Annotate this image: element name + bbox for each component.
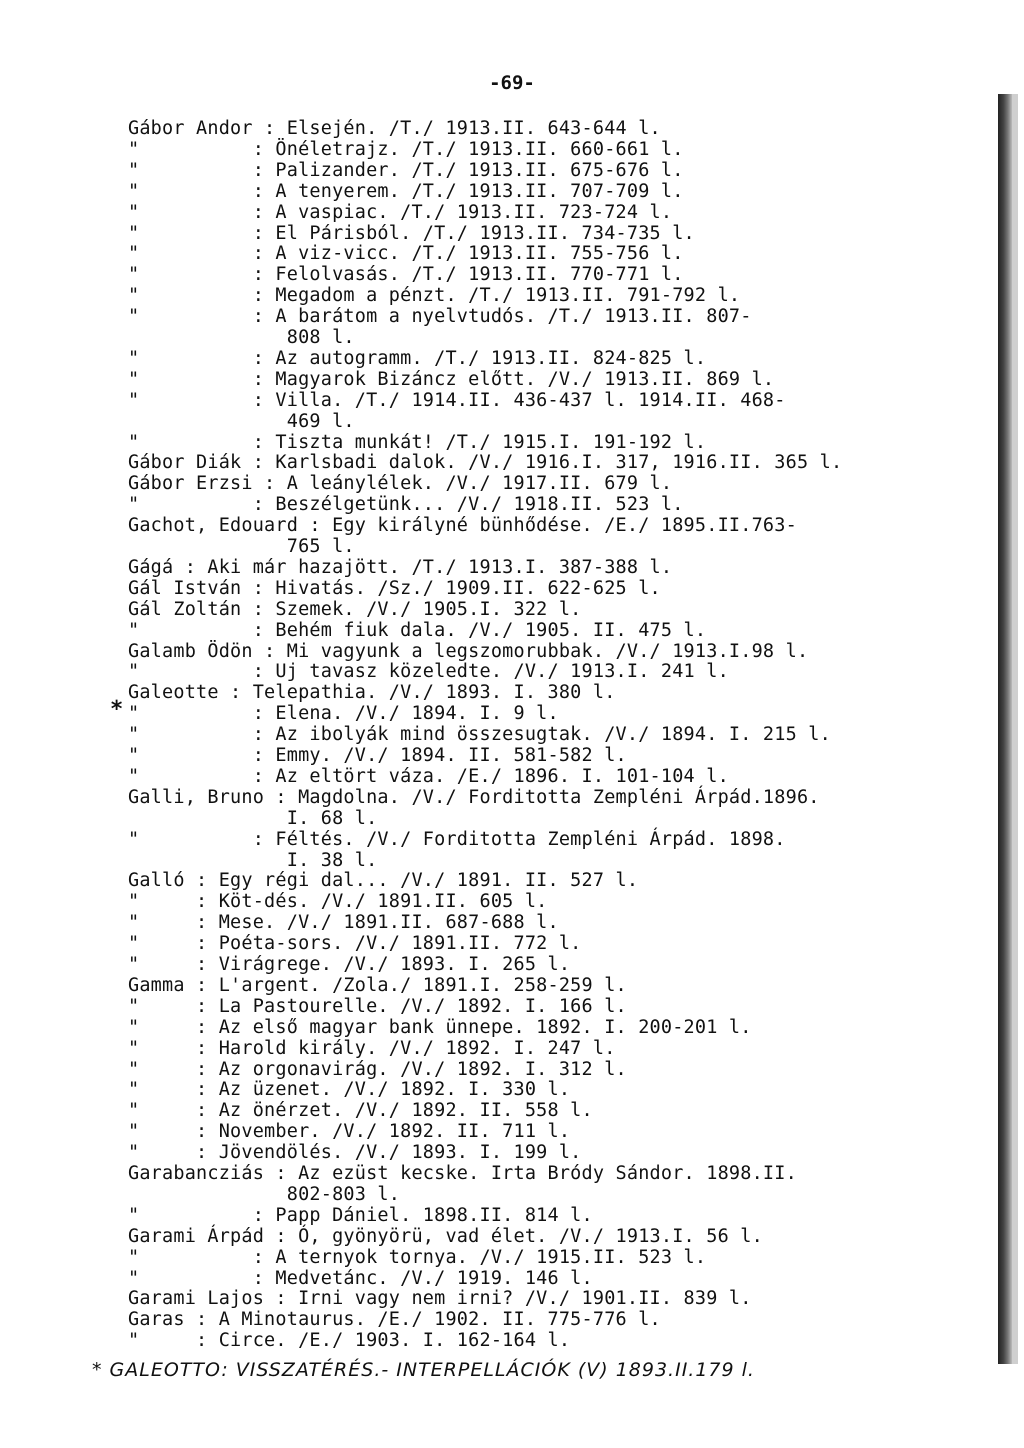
entry-text: " : Az ibolyák mind összesugtak. /V./ 1894. I. 215 l. <box>128 724 831 746</box>
entry-line <box>128 599 582 621</box>
entry-line <box>128 1288 752 1310</box>
entry-line <box>128 1038 616 1060</box>
entry-text: Gábor Erzsi : A leánylélek. /V./ 1917.II. 679 l. <box>128 473 673 495</box>
entry-line <box>128 181 684 203</box>
entry-text: " : Az eltört váza. /E./ 1896. I. 101-104 l. <box>128 765 729 787</box>
entry-text: " : A viz-vicc. /T./ 1913.II. 755-756 l. <box>128 243 684 265</box>
entry-text: Gágá : Aki már hazajött. /T./ 1913.I. 387-388 l. <box>128 556 673 578</box>
entry-line <box>128 1330 570 1352</box>
entry-line <box>128 1309 661 1331</box>
entry-text: 765 l. <box>128 536 355 557</box>
entry-text: " : Féltés. /V./ Forditotta Zempléni Árpád. 1898. <box>128 828 786 850</box>
entry-line <box>128 139 684 161</box>
entry-text: " : Behém fiuk dala. /V./ 1905. II. 475 l. <box>128 619 707 641</box>
entry-text: " : Magyarok Bizáncz előtt. /V./ 1913.II. 869 l. <box>128 368 775 390</box>
entry-line <box>128 1059 627 1081</box>
entry-text: " : La Pastourelle. /V./ 1892. I. 166 l. <box>128 995 627 1017</box>
entry-line <box>128 118 661 140</box>
entry-text: " : Az önérzet. /V./ 1892. II. 558 l. <box>128 1100 593 1122</box>
entry-text: Garabancziás : Az ezüst kecske. Irta Bródy Sándor. 1898.II. <box>128 1163 797 1184</box>
entry-line <box>128 766 729 788</box>
entry-line <box>128 1079 570 1101</box>
entry-text: " : Jövendölés. /V./ 1893. I. 199 l. <box>128 1142 582 1164</box>
entry-text: Garas : A Minotaurus. /E./ 1902. II. 775-776 l. <box>128 1309 661 1331</box>
entry-text: Gál Zoltán : Szemek. /V./ 1905.I. 322 l. <box>128 598 582 620</box>
entry-text: " : Papp Dániel. 1898.II. 814 l. <box>128 1204 593 1226</box>
entry-line <box>128 1142 582 1164</box>
entry-line <box>128 1226 763 1248</box>
entry-line <box>128 745 627 767</box>
entry-text: " : A vaspiac. /T./ 1913.II. 723-724 l. <box>128 201 673 223</box>
entry-line <box>128 829 786 851</box>
entry-text: " : Beszélgetünk... /V./ 1918.II. 523 l. <box>128 494 684 516</box>
entry-text: " : Medvetánc. /V./ 1919. 146 l. <box>128 1267 593 1289</box>
entry-line <box>128 661 729 683</box>
entry-line <box>128 515 797 537</box>
entry-line <box>128 452 842 474</box>
entry-line <box>128 223 695 245</box>
entry-line <box>128 1247 706 1269</box>
entry-text: 469 l. <box>128 410 355 432</box>
entry-line <box>128 975 627 997</box>
entry-line <box>128 933 582 955</box>
entry-line <box>128 850 377 872</box>
entry-text: " : Poéta-sors. /V./ 1891.II. 772 l. <box>128 933 582 955</box>
entry-line <box>128 1121 570 1143</box>
entry-text: 802-803 l. <box>128 1183 401 1205</box>
entry-text: " : Köt-dés. /V./ 1891.II. 605 l. <box>128 891 548 913</box>
asterisk-mark: * <box>110 697 124 722</box>
entry-text: " : Villa. /T./ 1914.II. 436-437 l. 1914.II. 468- <box>128 389 786 411</box>
entry-text: I. 68 l. <box>128 807 378 829</box>
entry-line <box>128 870 638 892</box>
entry-line <box>128 327 355 349</box>
entry-text: " : Mese. /V./ 1891.II. 687-688 l. <box>128 912 559 934</box>
entry-text: " : Az első magyar bank ünnepe. 1892. I. 200-201 l. <box>128 1016 752 1038</box>
entry-line <box>128 473 672 495</box>
entry-line <box>128 808 377 830</box>
entry-text: Galeotte : Telepathia. /V./ 1893. I. 380 l. <box>128 682 616 704</box>
scan-edge-shadow <box>998 94 1012 1364</box>
entry-text: " : A ternyok tornya. /V./ 1915.II. 523 l. <box>128 1246 707 1268</box>
entry-text: " : Az üzenet. /V./ 1892. I. 330 l. <box>128 1079 571 1101</box>
entry-line <box>128 264 684 286</box>
entry-text: " : Circe. /E./ 1903. I. 162-164 l. <box>128 1330 571 1352</box>
entry-text: Gábor Andor : Elsején. /T./ 1913.II. 643-644 l. <box>128 118 661 139</box>
entry-text: Gachot, Edouard : Egy királyné bünhődése. /E./ 1895.II.763- <box>128 515 797 537</box>
entry-line <box>128 996 627 1018</box>
entry-line <box>128 1268 593 1290</box>
handwritten-note: * GALEOTTO: VISSZATÉRÉS.- INTERPELLÁCIÓK (V) 1893.II.179 l. <box>92 1359 755 1381</box>
entry-text: " : Palizander. /T./ 1913.II. 675-676 l. <box>128 159 684 181</box>
entry-text: " : A barátom a nyelvtudós. /T./ 1913.II. 807- <box>128 306 752 328</box>
entry-text: Gamma : L'argent. /Zola./ 1891.I. 258-259 l. <box>128 974 627 996</box>
entry-line <box>128 306 752 328</box>
entry-line <box>128 787 820 809</box>
entry-text: " : Az orgonavirág. /V./ 1892. I. 312 l. <box>128 1058 627 1080</box>
entry-line <box>128 1163 797 1185</box>
entry-line <box>128 390 786 412</box>
entry-line <box>128 1205 593 1227</box>
entry-line <box>128 703 559 725</box>
entry-text: " : A tenyerem. /T./ 1913.II. 707-709 l. <box>128 180 684 202</box>
entry-line <box>128 536 355 558</box>
entry-text: Garami Árpád : Ó, gyönyörü, vad élet. /V./ 1913.I. 56 l. <box>128 1225 763 1247</box>
entry-text: " : November. /V./ 1892. II. 711 l. <box>128 1121 571 1143</box>
entry-line <box>128 682 616 704</box>
entry-text: " : Harold király. /V./ 1892. I. 247 l. <box>128 1037 616 1059</box>
entry-text: " : Emmy. /V./ 1894. II. 581-582 l. <box>128 745 627 766</box>
entry-line <box>128 954 570 976</box>
entry-line <box>128 202 672 224</box>
entry-line <box>128 557 672 579</box>
entry-line <box>128 243 684 265</box>
entry-text: " : Önéletrajz. /T./ 1913.II. 660-661 l. <box>128 138 684 160</box>
entry-text: " : Tiszta munkát! /T./ 1915.I. 191-192 l. <box>128 431 707 453</box>
entry-text: Galló : Egy régi dal... /V./ 1891. II. 527 l. <box>128 870 639 892</box>
entry-text: Galamb Ödön : Mi vagyunk a legszomorubbak. /V./ 1913.I.98 l. <box>128 640 809 662</box>
entry-text: " : Az autogramm. /T./ 1913.II. 824-825 l. <box>128 347 707 369</box>
entry-line <box>128 1017 752 1039</box>
entry-text: 808 l. <box>128 327 355 348</box>
entry-line <box>128 348 706 370</box>
entry-line <box>128 912 559 934</box>
entry-line <box>128 432 706 454</box>
entry-line <box>128 891 548 913</box>
entry-line <box>128 1100 593 1122</box>
entry-text: " : Uj tavasz közeledte. /V./ 1913.I. 241 l. <box>128 661 729 683</box>
entry-text: " : Megadom a pénzt. /T./ 1913.II. 791-792 l. <box>128 285 741 307</box>
entry-text: " : Elena. /V./ 1894. I. 9 l. <box>128 703 559 725</box>
entry-line <box>128 160 684 182</box>
entry-line <box>128 724 831 746</box>
entry-line <box>128 641 808 663</box>
entry-line <box>128 1184 400 1206</box>
entry-text: " : Felolvasás. /T./ 1913.II. 770-771 l. <box>128 264 684 286</box>
entry-line <box>128 578 661 600</box>
entry-text: Gábor Diák : Karlsbadi dalok. /V./ 1916.I. 317, 1916.II. 365 l. <box>128 452 843 474</box>
entry-text: Galli, Bruno : Magdolna. /V./ Forditotta Zempléni Árpád.1896. <box>128 786 820 808</box>
entry-text: I. 38 l. <box>128 849 378 871</box>
scan-edge-highlight <box>1012 94 1018 1364</box>
entry-line <box>128 285 740 307</box>
entry-line <box>128 494 684 516</box>
page-number: -69- <box>489 72 535 94</box>
entry-line <box>128 411 355 433</box>
entry-text: Garami Lajos : Irni vagy nem irni? /V./ 1901.II. 839 l. <box>128 1288 752 1310</box>
entry-line <box>128 620 706 642</box>
entry-text: " : Virágrege. /V./ 1893. I. 265 l. <box>128 954 571 975</box>
entry-text: " : El Párisból. /T./ 1913.II. 734-735 l. <box>128 222 695 244</box>
entry-text: Gál István : Hivatás. /Sz./ 1909.II. 622-625 l. <box>128 577 661 599</box>
entry-line <box>128 369 774 391</box>
